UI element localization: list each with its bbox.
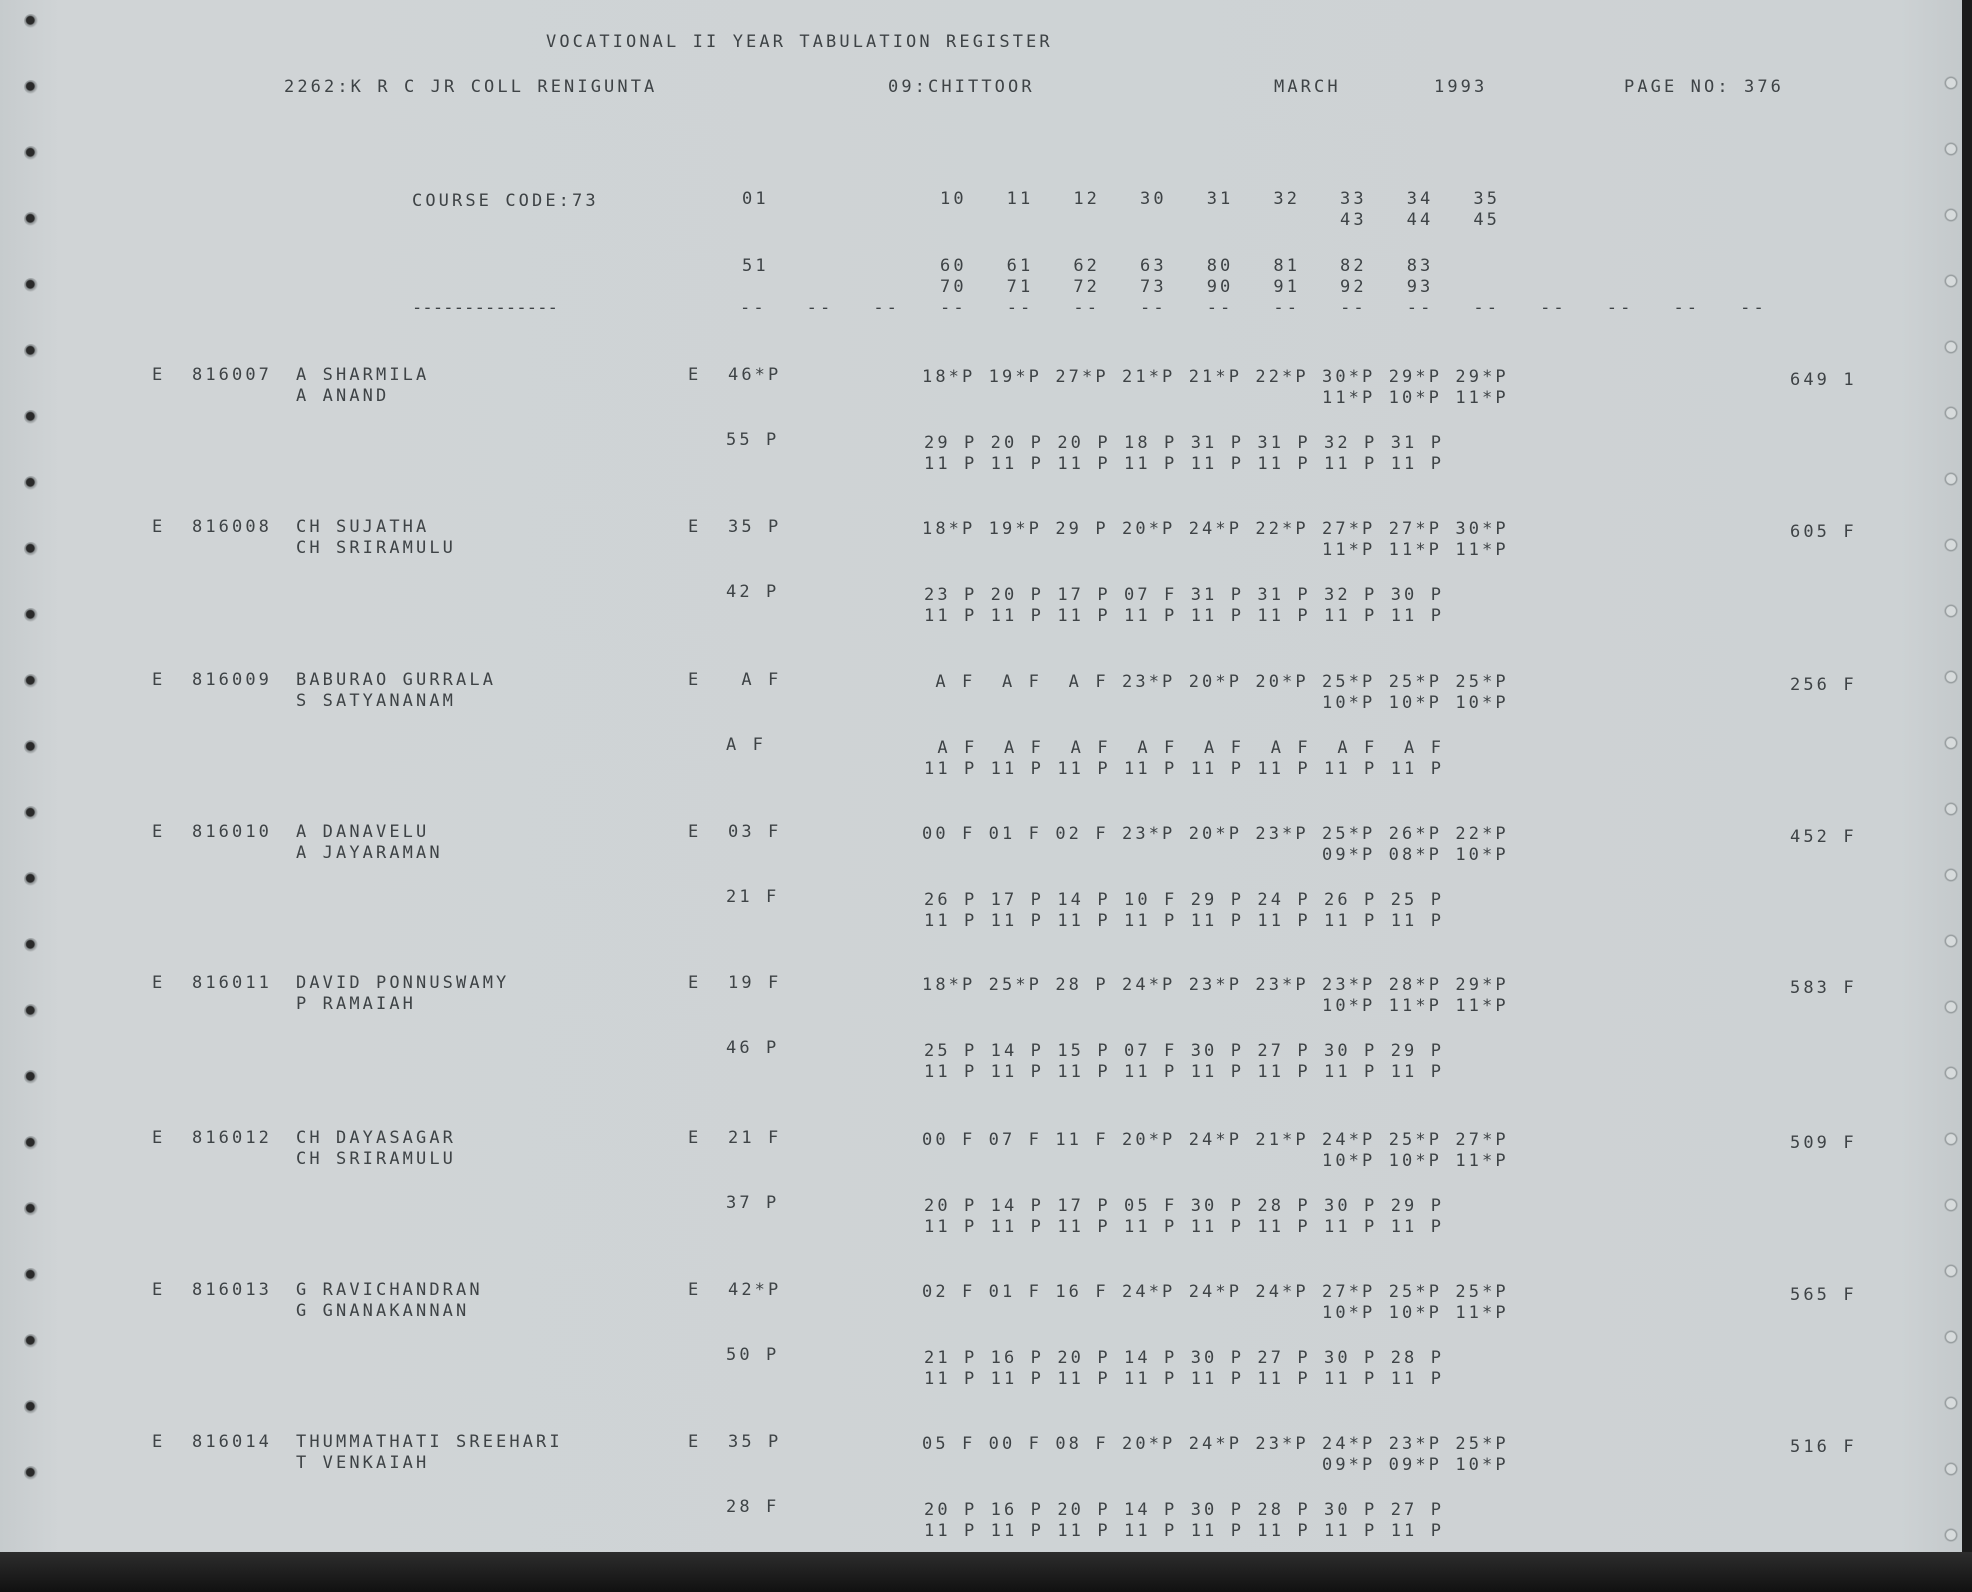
feed-hole-icon [24,1268,38,1282]
feed-hole-icon [1944,1000,1958,1014]
student-id: E 816007 [152,365,273,385]
district-name: 09:CHITTOOR [888,77,1035,97]
first-year-subject-marks: 05 F 00 F 08 F 20*P 24*P 23*P 24*P 23*P 25*P [922,1434,1509,1454]
student-name: A SHARMILA [296,365,430,385]
first-year-subject-marks: A F A F A F 23*P 20*P 20*P 25*P 25*P 25*P [922,672,1509,692]
feed-hole-icon [24,476,38,490]
first-year-extra-marks: 10*P 11*P 11*P [1322,996,1509,1016]
first-year-subject-marks: 18*P 19*P 27*P 21*P 21*P 22*P 30*P 29*P 29*P [922,367,1509,387]
student-id: E 816012 [152,1128,273,1148]
student-name: G RAVICHANDRAN [296,1280,483,1300]
first-year-subject-marks: 00 F 01 F 02 F 23*P 20*P 23*P 25*P 26*P 22*P [922,824,1509,844]
second-year-mark: 55 P [726,430,780,450]
first-year-mark: E 46*P [688,365,782,385]
feed-hole-icon [24,146,38,160]
feed-hole-icon [1944,604,1958,618]
grand-total: 516 F [1790,1437,1857,1457]
feed-hole-icon [1944,1264,1958,1278]
first-year-extra-marks: 09*P 09*P 10*P [1322,1455,1509,1475]
second-year-extra-marks: 11 P 11 P 11 P 11 P 11 P 11 P 11 P 11 P [924,1521,1445,1541]
feed-hole-icon [1944,1198,1958,1212]
parent-name: A JAYARAMAN [296,843,443,863]
student-name: BABURAO GURRALA [296,670,497,690]
second-year-extra-marks: 11 P 11 P 11 P 11 P 11 P 11 P 11 P 11 P [924,1062,1445,1082]
feed-hole-icon [1944,472,1958,486]
second-year-extra-marks: 11 P 11 P 11 P 11 P 11 P 11 P 11 P 11 P [924,606,1445,626]
student-id: E 816009 [152,670,273,690]
first-year-subject-marks: 02 F 01 F 16 F 24*P 24*P 24*P 27*P 25*P 25*P [922,1282,1509,1302]
second-year-subject-marks: 21 P 16 P 20 P 14 P 30 P 27 P 30 P 28 P [924,1348,1445,1368]
feed-hole-icon [1944,1330,1958,1344]
feed-hole-icon [24,80,38,94]
feed-hole-icon [24,542,38,556]
second-year-subject-marks: 29 P 20 P 20 P 18 P 31 P 31 P 32 P 31 P [924,433,1445,453]
second-year-extra-marks: 11 P 11 P 11 P 11 P 11 P 11 P 11 P 11 P [924,1369,1445,1389]
parent-name: S SATYANANAM [296,691,457,711]
course-underline: -------------- [412,298,559,318]
grand-total: 565 F [1790,1285,1857,1305]
subject-codes-row-4: 70 71 72 73 90 91 92 93 [940,277,1434,297]
student-name: A DANAVELU [296,822,430,842]
grand-total: 509 F [1790,1133,1857,1153]
feed-hole-icon [1944,208,1958,222]
parent-name: G GNANAKANNAN [296,1301,470,1321]
first-year-extra-marks: 09*P 08*P 10*P [1322,845,1509,865]
grand-total: 649 1 [1790,370,1857,390]
course-code-b: 51 [742,256,769,276]
bottom-shadow [0,1552,1972,1592]
first-year-mark: E 03 F [688,822,782,842]
subject-codes-row-2: 43 44 45 [1340,210,1501,230]
parent-name: CH SRIRAMULU [296,1149,457,1169]
feed-hole-icon [1944,1132,1958,1146]
feed-hole-icon [24,608,38,622]
feed-hole-icon [1944,274,1958,288]
grand-total: 605 F [1790,522,1857,542]
feed-hole-icon [24,1202,38,1216]
feed-hole-icon [24,1136,38,1150]
subject-codes-row-1: 10 11 12 30 31 32 33 34 35 [940,189,1501,209]
page-number: PAGE NO: 376 [1624,77,1785,97]
second-year-extra-marks: 11 P 11 P 11 P 11 P 11 P 11 P 11 P 11 P [924,1217,1445,1237]
student-id: E 816013 [152,1280,273,1300]
feed-hole-icon [1944,802,1958,816]
feed-hole-icon [24,1466,38,1480]
feed-hole-icon [1944,736,1958,750]
student-name: CH DAYASAGAR [296,1128,457,1148]
first-year-extra-marks: 10*P 10*P 10*P [1322,693,1509,713]
first-year-extra-marks: 11*P 10*P 11*P [1322,388,1509,408]
student-id: E 816014 [152,1432,273,1452]
feed-hole-icon [24,1004,38,1018]
parent-name: T VENKAIAH [296,1453,430,1473]
register-title: VOCATIONAL II YEAR TABULATION REGISTER [546,32,1053,52]
feed-hole-icon [1944,1396,1958,1410]
feed-hole-icon [1944,340,1958,354]
student-id: E 816010 [152,822,273,842]
student-id: E 816011 [152,973,273,993]
second-year-subject-marks: 25 P 14 P 15 P 07 F 30 P 27 P 30 P 29 P [924,1041,1445,1061]
exam-year: 1993 [1434,77,1488,97]
first-year-mark: E A F [688,670,782,690]
first-year-subject-marks: 18*P 25*P 28 P 24*P 23*P 23*P 23*P 28*P 29*P [922,975,1509,995]
column-dashes: -- -- -- -- -- -- -- -- -- -- -- -- -- -- -- -- [740,298,1767,318]
feed-hole-icon [24,1400,38,1414]
feed-hole-icon [1944,76,1958,90]
feed-hole-icon [24,938,38,952]
exam-month: MARCH [1274,77,1341,97]
first-year-subject-marks: 18*P 19*P 29 P 20*P 24*P 22*P 27*P 27*P 30*P [922,519,1509,539]
feed-hole-icon [24,806,38,820]
feed-hole-icon [24,344,38,358]
feed-hole-icon [1944,1066,1958,1080]
feed-hole-icon [1944,538,1958,552]
feed-hole-icon [24,14,38,28]
second-year-mark: 42 P [726,582,780,602]
first-year-mark: E 42*P [688,1280,782,1300]
parent-name: P RAMAIAH [296,994,417,1014]
second-year-mark: 28 F [726,1497,780,1517]
feed-hole-icon [1944,868,1958,882]
parent-name: CH SRIRAMULU [296,538,457,558]
student-name: THUMMATHATI SREEHARI [296,1432,563,1452]
second-year-mark: A F [726,735,767,755]
first-year-mark: E 35 P [688,517,782,537]
feed-hole-icon [1944,670,1958,684]
second-year-mark: 46 P [726,1038,780,1058]
feed-hole-icon [24,212,38,226]
first-year-extra-marks: 10*P 10*P 11*P [1322,1303,1509,1323]
feed-hole-icon [1944,1462,1958,1476]
course-code-label: COURSE CODE:73 [412,191,599,211]
first-year-mark: E 19 F [688,973,782,993]
feed-hole-icon [1944,142,1958,156]
second-year-extra-marks: 11 P 11 P 11 P 11 P 11 P 11 P 11 P 11 P [924,759,1445,779]
feed-hole-icon [24,278,38,292]
second-year-subject-marks: A F A F A F A F A F A F A F A F [924,738,1445,758]
grand-total: 583 F [1790,978,1857,998]
student-name: DAVID PONNUSWAMY [296,973,510,993]
second-year-mark: 50 P [726,1345,780,1365]
second-year-subject-marks: 23 P 20 P 17 P 07 F 31 P 31 P 32 P 30 P [924,585,1445,605]
feed-hole-icon [24,1070,38,1084]
second-year-extra-marks: 11 P 11 P 11 P 11 P 11 P 11 P 11 P 11 P [924,454,1445,474]
subject-codes-row-3: 60 61 62 63 80 81 82 83 [940,256,1434,276]
grand-total: 452 F [1790,827,1857,847]
second-year-subject-marks: 20 P 16 P 20 P 14 P 30 P 28 P 30 P 27 P [924,1500,1445,1520]
second-year-mark: 21 F [726,887,780,907]
first-year-mark: E 35 P [688,1432,782,1452]
first-year-extra-marks: 11*P 11*P 11*P [1322,540,1509,560]
feed-hole-icon [1944,1528,1958,1542]
grand-total: 256 F [1790,675,1857,695]
second-year-mark: 37 P [726,1193,780,1213]
first-year-extra-marks: 10*P 10*P 11*P [1322,1151,1509,1171]
feed-hole-icon [24,872,38,886]
parent-name: A ANAND [296,386,390,406]
second-year-subject-marks: 20 P 14 P 17 P 05 F 30 P 28 P 30 P 29 P [924,1196,1445,1216]
feed-hole-icon [24,740,38,754]
college-name: 2262:K R C JR COLL RENIGUNTA [284,77,658,97]
feed-hole-icon [24,410,38,424]
first-year-mark: E 21 F [688,1128,782,1148]
feed-hole-icon [24,674,38,688]
course-code-a: 01 [742,189,769,209]
second-year-extra-marks: 11 P 11 P 11 P 11 P 11 P 11 P 11 P 11 P [924,911,1445,931]
student-id: E 816008 [152,517,273,537]
student-name: CH SUJATHA [296,517,430,537]
feed-hole-icon [1944,934,1958,948]
first-year-subject-marks: 00 F 07 F 11 F 20*P 24*P 21*P 24*P 25*P 27*P [922,1130,1509,1150]
feed-hole-icon [1944,406,1958,420]
feed-hole-icon [24,1334,38,1348]
second-year-subject-marks: 26 P 17 P 14 P 10 F 29 P 24 P 26 P 25 P [924,890,1445,910]
